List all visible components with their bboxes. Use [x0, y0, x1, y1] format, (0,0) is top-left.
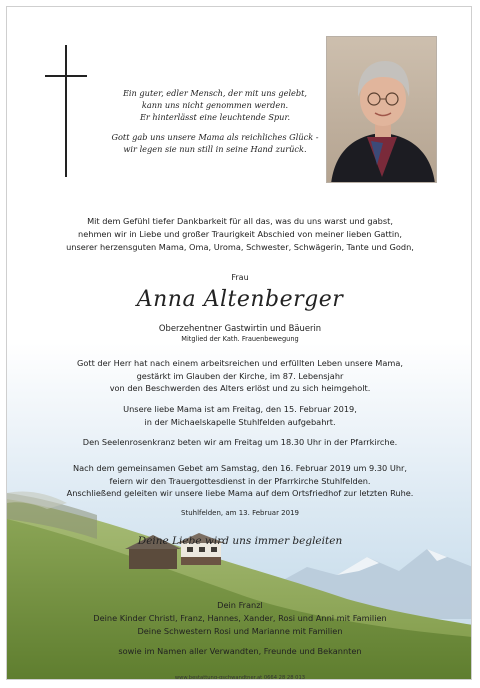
intro-line: unserer herzensguten Mama, Oma, Uroma, Schwester, Schwägerin, Tante und Godn,	[66, 242, 414, 252]
deceased-name: Anna Altenberger	[136, 287, 344, 312]
viewing-info	[27, 403, 453, 428]
mourner-spouse: Dein Franzl	[217, 600, 263, 610]
poem-line: kann uns nicht genommen werden.	[141, 100, 289, 111]
text-line: Gott der Herr hat nach einem arbeitsreichen und erfüllten Leben unsere Mama,	[77, 358, 403, 368]
text-line: Anschließend geleiten wir unsere liebe Mama auf dem Ortsfriedhof zur letzten Ruhe.	[66, 488, 414, 498]
poem-line: Gott gab uns unsere Mama als reichliches Glück -	[111, 131, 319, 142]
death-announcement	[27, 357, 453, 395]
cross-icon	[45, 45, 87, 177]
funeral-info	[27, 462, 453, 500]
text-line: Unsere liebe Mama ist am Freitag, den 15. Februar 2019,	[123, 404, 357, 414]
footer-contact: www.bestattung-gschwandtner.at 0664 28 28 013	[174, 675, 306, 680]
poem-line: Er hinterlässt eine leuchtende Spur.	[139, 112, 291, 123]
text-line: gestärkt im Glauben der Kirche, im 87. Lebensjahr	[136, 370, 344, 381]
mourners-list	[7, 599, 472, 658]
occupation: Oberzehentner Gastwirtin und Bäuerin	[158, 323, 322, 333]
rosary-info: Den Seelenrosenkranz beten wir am Freitag um 18.30 Uhr in der Pfarrkirche.	[82, 437, 398, 447]
poem-line: Ein guter, edler Mensch, der mit uns gelebt,	[122, 88, 308, 98]
intro-line: nehmen wir in Liebe und großer Traurigkeit Abschied von meiner lieben Gattin,	[78, 229, 402, 239]
intro-line: Mit dem Gefühl tiefer Dankbarkeit für all das, was du uns warst und gabst,	[87, 216, 393, 226]
honorific: Frau	[231, 273, 249, 282]
poem-line: wir legen sie nun still in seine Hand zurück.	[123, 143, 307, 154]
text-line: feiern wir den Trauergottesdienst in der Pfarrkirche Stuhlfelden.	[109, 475, 371, 486]
obituary-card	[6, 6, 472, 680]
place-date: Stuhlfelden, am 13. Februar 2019	[181, 509, 299, 517]
motto: Deine Liebe wird uns immer begleiten	[137, 535, 343, 547]
text-line: in der Michaelskapelle Stuhlfelden aufgebahrt.	[144, 416, 336, 427]
intro-paragraph	[37, 215, 443, 254]
mourner-children: Deine Kinder Christl, Franz, Hannes, Xander, Rosi und Anni mit Familien	[93, 613, 387, 623]
membership: Mitglied der Kath. Frauenbewegung	[181, 335, 299, 343]
text-line: Nach dem gemeinsamen Gebet am Samstag, den 16. Februar 2019 um 9.30 Uhr,	[72, 463, 408, 473]
poem	[103, 87, 327, 155]
mourner-others: sowie im Namen aller Verwandten, Freunde und Bekannten	[118, 646, 362, 656]
text-line: von den Beschwerden des Alters erlöst und zu sich heimgeholt.	[109, 383, 371, 393]
mourner-siblings: Deine Schwestern Rosi und Marianne mit Familien	[137, 626, 343, 636]
portrait-photo	[326, 36, 437, 183]
